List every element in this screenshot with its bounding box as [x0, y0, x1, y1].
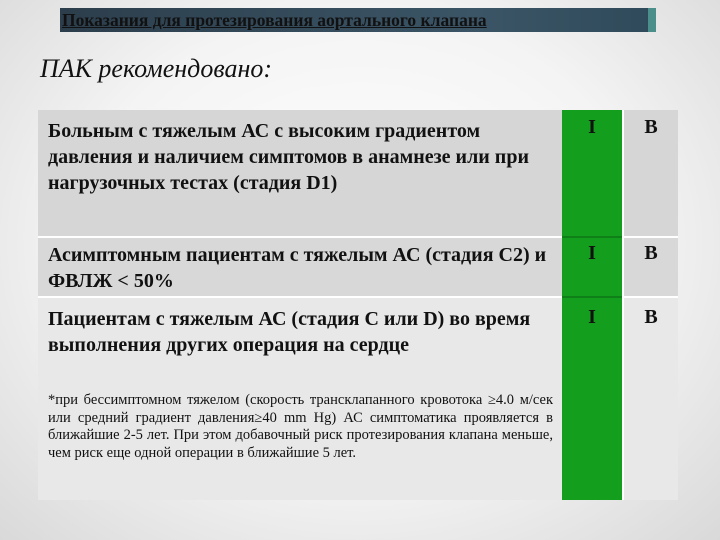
- recommendation-text: Пациентам с тяжелым АС (стадия С или D) во время выполнения других операция на сердце: [48, 308, 531, 356]
- footnote: *при бессимптомном тяжелом (скорость трансклапанного кровотока ≥4.0 м/сек или средний градиент давления≥40 mm Hg) АС симптоматика проявляется в ближайшие 2-5 лет. При этом добавочный риск протезирования клапана меньше, чем риск еще одной операции в ближайшие 5 лет.: [48, 392, 553, 461]
- evidence-level: B: [644, 242, 658, 264]
- title-accent: [648, 8, 656, 32]
- recommendation-class: I: [588, 306, 596, 328]
- recommendation-class: I: [588, 116, 596, 138]
- evidence-level: B: [644, 116, 658, 138]
- evidence-level: B: [644, 306, 658, 328]
- recommendations-table: [38, 110, 678, 500]
- recommendation-class: I: [588, 242, 596, 264]
- page-title: Показания для протезирования аортального клапана: [62, 10, 487, 30]
- recommendation-text: Асимптомным пациентам с тяжелым АС (стадия С2) и ФВЛЖ < 50%: [48, 244, 547, 292]
- recommendation-text: Больным с тяжелым АС с высоким градиентом давления и наличием симптомов в анамнезе или при нагрузочных тестах (стадия D1): [48, 120, 529, 194]
- class-column: [562, 110, 622, 500]
- title-bar: [60, 8, 656, 32]
- column-divider: [622, 110, 624, 500]
- row-divider: [562, 236, 622, 238]
- row-divider: [562, 296, 622, 298]
- subtitle: ПАК рекомендовано:: [40, 54, 272, 83]
